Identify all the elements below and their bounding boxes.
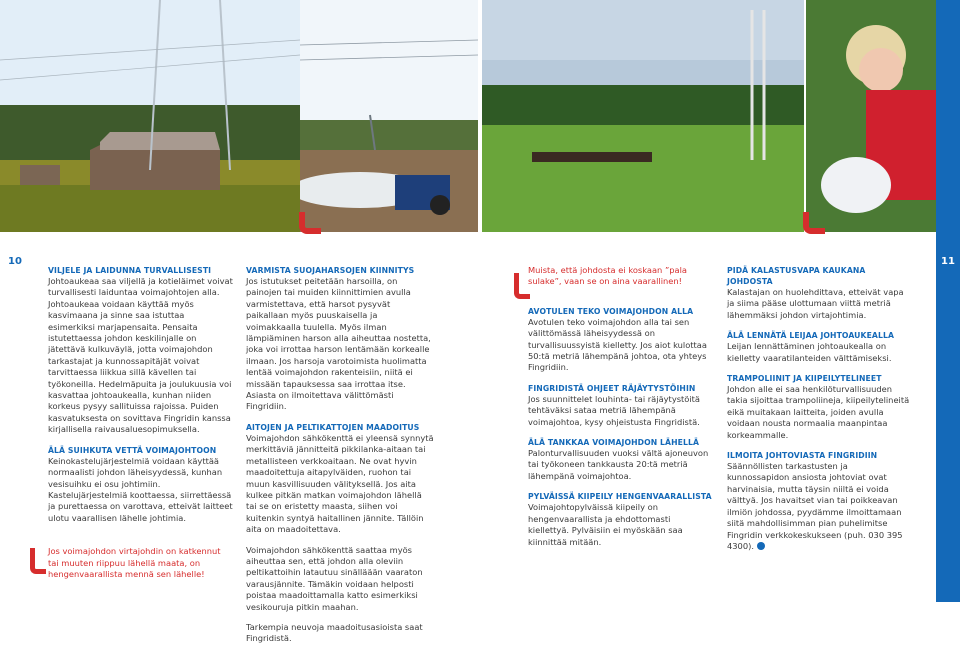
- section-heading: AITOJEN JA PELTIKATTOJEN MAADOITUS: [246, 422, 420, 432]
- page-edge-bar: [936, 0, 960, 602]
- section-body: Johtoaukeaa saa viljellä ja kotieläimet voivat turvallisesti laiduntaa voimajohtojen alla. Johtoaukeaa voidaan käyttää myös kasvimaana ja sinne saa istuttaa esimerkiksi marjapensaita. Pensaita istutettaessa johdon keskilinjalle on jätettävä kulkuväylä, jotta voimajohdon tarkastajat ja kunnossapitäjät voivat tarvittaessa liikkua sillä kävellen tai työkoneilla. Hedelmäpuita ja joulukuusia voi kasvattaa johtoaukealla, kunhan niiden korkeus pysyy sallituissa rajoissa. Puiden kasvatuksesta on sovittava Fingridin kanssa kirjallisella raivausaluesopimuksella.: [48, 276, 233, 435]
- column-3: [528, 265, 714, 557]
- section-heading: ÄLÄ SUIHKUTA VETTÄ VOIMAJOHTOON: [48, 445, 217, 455]
- section-heading: PYLVÄISSÄ KIIPEILY HENGENVAARALLISTA: [528, 492, 712, 502]
- section-body: Voimajohdon sähkökenttä saattaa myös aiheuttaa sen, että johdon alla oleviin peltikattoihin latautuu sinälläään vaaraton varausjännite. Tämäkin voidaan helposti poistaa maadoittamalla katto esimerkiksi vesikouruja pitkin maahan.: [246, 544, 423, 612]
- section-body: Kalastajan on huolehdittava, etteivät vapa ja siima pääse ulottumaan viittä metriä lähemmäksi johdon virtajohtimia.: [727, 287, 904, 320]
- page-number-left: 10: [8, 256, 22, 267]
- end-mark-icon: [757, 542, 765, 550]
- field-barn-powerline-photo: [0, 0, 300, 232]
- section-body: Jos istutukset peitetään harsoilla, on painojen tai muiden kiinnittimien avulla varmistettava, että harsot pysyvät paikallaan myös puuskaisella ja voimakkaalla tuulella. Myös ilman lämpiäminen harson alla aiheuttaa nostetta, joka voi irrottaa harson lentämään korkealle ilmaan. Jos harsoja varotoimista huolimatta lentää voimajohdon rakenteisiin, niitä ei missään tapauksessa saa irrottaa itse. Asiasta on ilmoitettava välittömästi Fingridiin.: [246, 276, 431, 412]
- section-body: [727, 461, 912, 552]
- warning-note: Jos voimajohdon virtajohdin on katkennut tai muuten riippuu lähellä maata, on hengenvaarallista mennä sen lähelle!: [48, 546, 221, 579]
- section-heading: VARMISTA SUOJAHARSOJEN KIINNITYS: [246, 266, 415, 275]
- section-body: Palonturvallisuuden vuoksi vältä ajoneuvon tai työkoneen tankkausta 20:tä metriä lähempänä voimajohtoa.: [528, 448, 709, 481]
- tractor-spraying-photo: [300, 0, 478, 232]
- girl-picking-berries-photo: [806, 0, 936, 232]
- warning-note: Muista, että johdosta ei koskaan ”pala sulake”, vaan se on aina vaarallinen!: [528, 265, 687, 287]
- note-corner-accent: [30, 548, 46, 574]
- section-body: Voimajohdon sähkökenttä ei yleensä synnytä merkittäviä jännitteitä pikkilanka-aitaan tai metallisteen verkkoaitaan. Ne ovat hyvin maadoitettuja aitapylväiden, ruohon tai muun kasvillisuuden välityksellä. Jos aita kulkee pitkän matkan voimajohdon lähellä tai se on eristetty maasta, siihen voi kuitenkin syntyä haitallinen jännite. Tällöin aita on maadoitettava.: [246, 432, 434, 535]
- section-heading: FINGRIDISTÄ OHJEET RÄJÄYTYSTÖIHIN: [528, 383, 696, 393]
- section-heading: VILJELE JA LAIDUNNA TURVALLISESTI: [48, 266, 212, 275]
- column-2: [246, 265, 434, 654]
- photo-corner-accent: [803, 212, 825, 234]
- section-body: Johdon alle ei saa henkilöturvallisuuden takia sijoittaa trampoliineja, kiipeilytelineitä eikä muitakaan laitteita, joiden avulla voidaan nousta normaalia maanpintaa korkeammalle.: [727, 384, 910, 440]
- column-1: [48, 265, 233, 589]
- section-heading: TRAMPOLIINIT JA KIIPEILYTELINEET: [727, 374, 882, 384]
- section-body-text: Säännöllisten tarkastusten ja kunnossapidon ansiosta johtoviat ovat harvinaisia, mutta täysin niiltä ei voida välttyä. Jos havaitset vian tai poikkeavan ilmiön johdossa, pyydämme ilmoittamaan siitä mahdollisimman pian puhelimitse Fingridin verkkokeskukseen (puh. 030 395 4300).: [727, 461, 903, 551]
- section-heading: PIDÄ KALASTUSVAPA KAUKANA JOHDOSTA: [727, 266, 866, 286]
- section-body: Leijan lennättäminen johtoaukealla on kielletty vaaratilanteiden välttämiseksi.: [727, 341, 892, 363]
- note-corner-accent: [514, 273, 530, 299]
- column-4: [727, 265, 912, 561]
- section-heading: AVOTULEN TEKO VOIMAJOHDON ALLA: [528, 306, 694, 316]
- section-body: Jos suunnittelet louhinta- tai räjäytystöitä tehtäväksi sataa metriä lähempänä voimajohtoa, kysy ohjeistusta Fingridistä.: [528, 393, 701, 427]
- section-body: Tarkempia neuvoja maadoitusasioista saat Fingridistä.: [246, 621, 423, 644]
- section-heading: ÄLÄ TANKKAA VOIMAJOHDON LÄHELLÄ: [528, 438, 700, 448]
- photo-corner-accent: [299, 212, 321, 234]
- section-body: Keinokastelujärjestelmiä voidaan käyttää normaalisti johdon läheisyydessä, kunhan vesisuihku ei osu johtimiin. Kastelujärjestelmiä koottaessa, siirrettäessä ja purettaessa on varottava, etteivät laitteet ulotu vaarallisen lähelle johtimia.: [48, 455, 233, 523]
- section-body: Avotulen teko voimajohdon alla tai sen välittömässä läheisyydessä on turvallisuussyistä kielletty. Jos aiot kulottaa 50:tä metriä lähempänä johtoa, ota yhteys Fingridiin.: [528, 316, 707, 373]
- page-number-right: 11: [941, 256, 955, 267]
- pasture-cattle-photo: [482, 0, 804, 232]
- section-body: Voimajohtopylväissä kiipeily on hengenvaarallista ja ehdottomasti kiellettyä. Pylväisiin ei myöskään saa kiinnittää mitään.: [528, 502, 683, 547]
- section-heading: ÄLÄ LENNÄTÄ LEIJAA JOHTOAUKEALLA: [727, 331, 895, 341]
- section-heading: ILMOITA JOHTOVIASTA FINGRIDIIN: [727, 451, 878, 461]
